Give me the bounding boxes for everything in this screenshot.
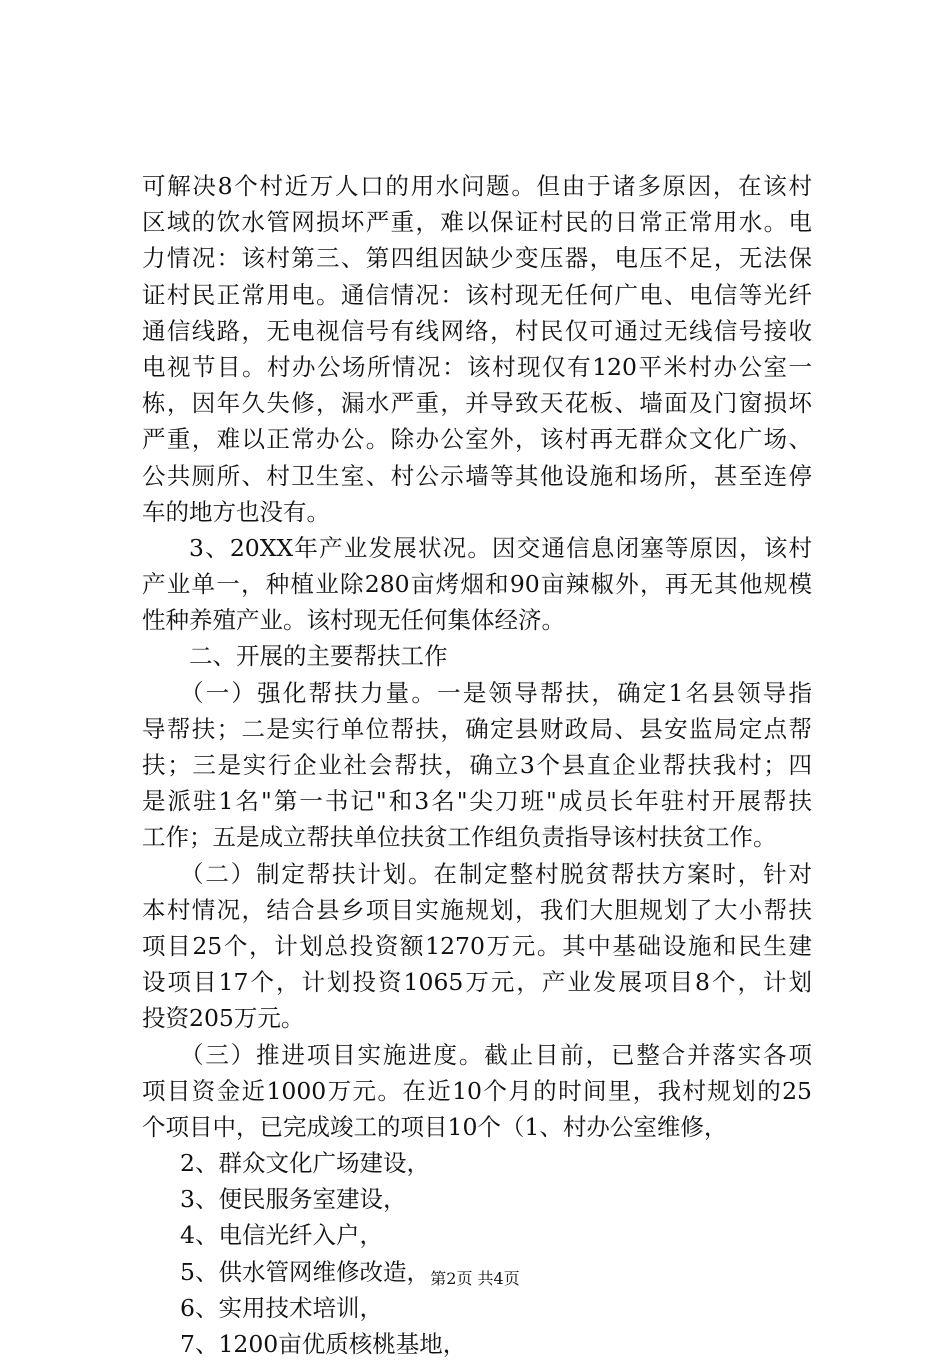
body-line: 个项目中，已完成竣工的项目10个（1、村办公室维修， (142, 1112, 728, 1141)
body-line: 导帮扶；二是实行单位帮扶，确定县财政局、县安监局定点帮 (142, 714, 812, 743)
body-line: 区域的饮水管网损坏严重，难以保证村民的日常正常用水。电 (142, 208, 812, 237)
body-line: 产业单一，种植业除280亩烤烟和90亩辣椒外，再无其他规模 (142, 570, 812, 599)
body-line: 栋，因年久失修，漏水严重，并导致天花板、墙面及门窗损坏 (142, 389, 812, 418)
list-item: 4、电信光纤入户， (180, 1221, 383, 1250)
list-item: 5、供水管网维修改造， (180, 1257, 430, 1286)
body-line: 工作；五是成立帮扶单位扶贫工作组负责指导该村扶贫工作。 (142, 823, 777, 852)
list-item: 3、便民服务室建设， (180, 1185, 407, 1214)
body-line: 扶；三是实行企业社会帮扶，确立3个县直企业帮扶我村；四 (142, 751, 812, 779)
list-item: 2、群众文化广场建设， (180, 1149, 430, 1178)
body-line: 证村民正常用电。通信情况：该村现无任何广电、电信等光纤 (142, 280, 812, 309)
body-line: 力情况：该村第三、第四组因缺少变压器，电压不足，无法保 (142, 244, 812, 273)
paragraph-heading-industry: 3、20XX年产业发展状况。因交通信息闭塞等原因，该村 (189, 533, 812, 562)
list-item: 6、实用技术培训， (180, 1293, 383, 1322)
paragraph-heading-progress: （三）推进项目实施进度。截止目前，已整合并落实各项 (180, 1040, 812, 1069)
body-line: 性种养殖产业。该村现无任何集体经济。 (142, 606, 565, 635)
body-line: 电视节目。村办公场所情况：该村现仅有120平米村办公室一 (142, 352, 812, 381)
body-line: 车的地方也没有。 (142, 497, 330, 526)
body-line: 设项目17个，计划投资1065万元，产业发展项目8个，计划 (142, 968, 812, 997)
body-line: 本村情况，结合县乡项目实施规划，我们大胆规划了大小帮扶 (142, 895, 812, 924)
body-line: 可解决8个村近万人口的用水问题。但由于诸多原因，在该村 (142, 172, 812, 200)
document-body (142, 168, 812, 1362)
list-item: 7、1200亩优质核桃基地， (180, 1330, 467, 1358)
section-heading: 二、开展的主要帮扶工作 (189, 642, 448, 671)
paragraph-heading-plan: （二）制定帮扶计划。在制定整村脱贫帮扶方案时，针对 (180, 859, 812, 888)
body-line: 严重，难以正常办公。除办公室外，该村再无群众文化广场、 (142, 425, 812, 454)
paragraph-heading-strengthen: （一）强化帮扶力量。一是领导帮扶，确定1名县领导指 (180, 678, 812, 707)
body-line: 项目资金近1000万元。在近10个月的时间里，我村规划的25 (142, 1076, 812, 1105)
body-line: 公共厕所、村卫生室、村公示墙等其他设施和场所，甚至连停 (142, 461, 812, 490)
page-footer: 第2页 共4页 (430, 1269, 520, 1288)
body-line: 是派驻1名"第一书记"和3名"尖刀班"成员长年驻村开展帮扶 (142, 787, 812, 816)
body-line: 投资205万元。 (142, 1004, 305, 1033)
body-line: 通信线路，无电视信号有线网络，村民仅可通过无线信号接收 (142, 316, 812, 345)
body-line: 项目25个，计划总投资额1270万元。其中基础设施和民生建 (142, 931, 812, 960)
